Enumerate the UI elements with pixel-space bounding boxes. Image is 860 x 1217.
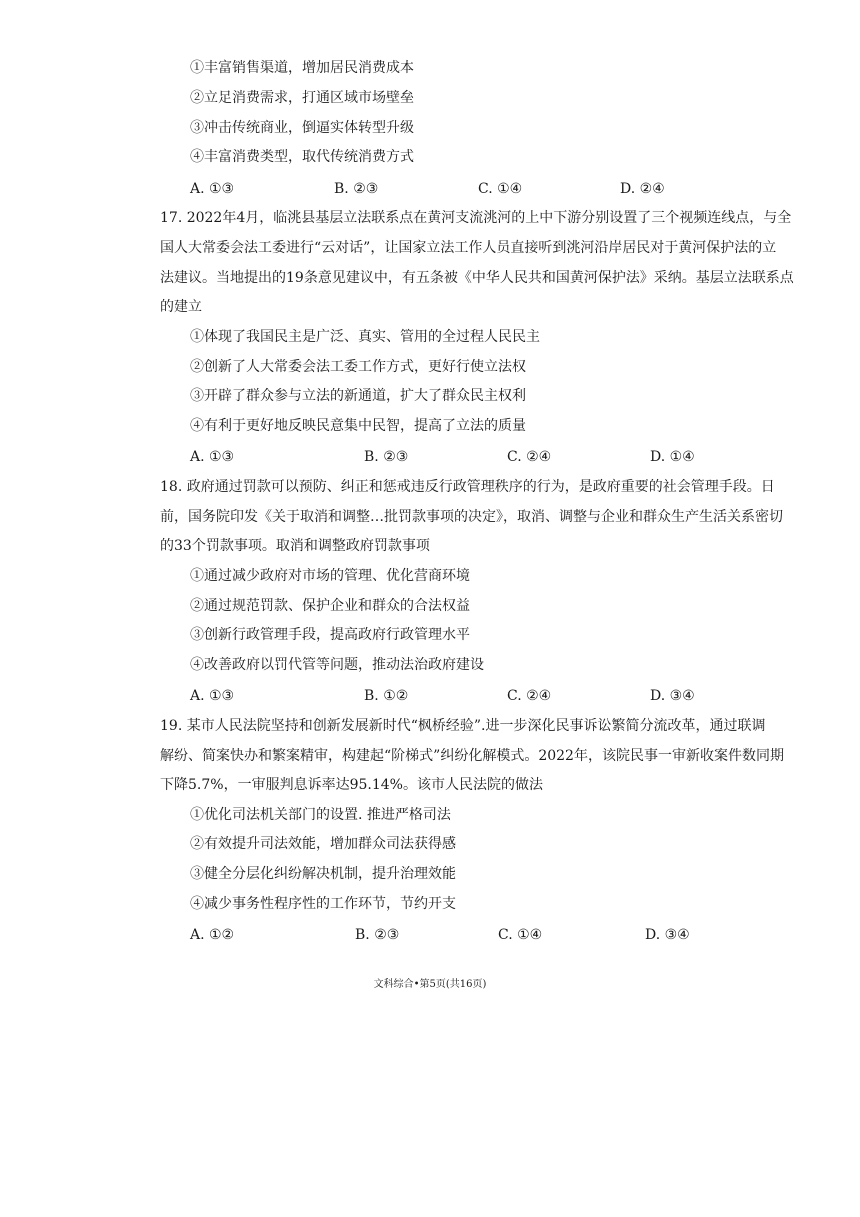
- q16-option-4: ④丰富消费类型，取代传统消费方式: [190, 149, 414, 165]
- page-footer: 文科综合•第5页(共16页): [373, 979, 487, 990]
- q16-choices: [190, 179, 790, 199]
- q17-choice-a: A. ①③: [190, 449, 235, 465]
- q18-stem-line-1: 18. 政府通过罚款可以预防、纠正和惩戒违反行政管理秩序的行为，是政府重要的社会管理手段。日: [160, 479, 775, 495]
- q16-option-3: ③冲击传统商业，倒逼实体转型升级: [190, 120, 414, 136]
- q19-choice-b: B. ②③: [355, 927, 400, 943]
- q18-choice-d: D. ③④: [650, 688, 695, 704]
- q19-option-3: ③健全分层化纠纷解决机制，提升治理效能: [190, 866, 456, 882]
- q18-option-1: ①通过减少政府对市场的管理、优化营商环境: [190, 568, 470, 584]
- q18-choice-a: A. ①③: [190, 688, 235, 704]
- q17-stem-line-1: 17. 2022年4月，临洮县基层立法联系点在黄河支流洮河的上中下游分别设置了三个视频连线点，与全: [160, 210, 792, 226]
- q16-choice-a: A. ①③: [190, 181, 235, 197]
- q17-stem-line-4: 的建立: [160, 299, 202, 315]
- q19-choice-c: C. ①④: [498, 927, 543, 943]
- q19-stem-line-1: 19. 某市人民法院坚持和创新发展新时代“枫桥经验”.进一步深化民事诉讼繁简分流改革，通过联调: [160, 718, 766, 734]
- q18-option-4: ④改善政府以罚代管等问题，推动法治政府建设: [190, 657, 484, 673]
- q17-stem-line-2: 国人大常委会法工委进行“云对话”，让国家立法工作人员直接听到洮河沿岸居民对于黄河保护法的立: [160, 240, 777, 256]
- q18-stem-line-3: 的33个罚款事项。取消和调整政府罚款事项: [160, 538, 430, 554]
- q17-option-2: ②创新了人大常委会法工委工作方式，更好行使立法权: [190, 359, 526, 375]
- q18-choices: [190, 686, 790, 706]
- q19-option-2: ②有效提升司法效能，增加群众司法获得感: [190, 836, 456, 852]
- q16-option-2: ②立足消费需求，打通区域市场壁垒: [190, 90, 414, 106]
- q17-choice-b: B. ②③: [364, 449, 409, 465]
- q19-stem-line-3: 下降5.7%，一审服判息诉率达95.14%。该市人民法院的做法: [160, 777, 543, 793]
- q19-stem-line-2: 解纷、简案快办和繁案精审，构建起“阶梯式”纠纷化解模式。2022年，该院民事一审新收案件数同期: [160, 748, 784, 764]
- q16-choice-c: C. ①④: [478, 181, 523, 197]
- q17-choice-d: D. ①④: [650, 449, 695, 465]
- q19-option-4: ④减少事务性程序性的工作环节，节约开支: [190, 896, 456, 912]
- q18-option-2: ②通过规范罚款、保护企业和群众的合法权益: [190, 598, 470, 614]
- q16-option-1: ①丰富销售渠道，增加居民消费成本: [190, 60, 414, 76]
- q18-stem-line-2: 前，国务院印发《关于取消和调整…批罚款事项的决定》，取消、调整与企业和群众生产生活关系密切: [160, 509, 783, 525]
- q17-option-3: ③开辟了群众参与立法的新通道，扩大了群众民主权利: [190, 388, 526, 404]
- q18-option-3: ③创新行政管理手段，提高政府行政管理水平: [190, 627, 470, 643]
- q18-choice-c: C. ②④: [507, 688, 552, 704]
- q19-option-1: ①优化司法机关部门的设置. 推进严格司法: [190, 807, 451, 823]
- q17-option-1: ①体现了我国民主是广泛、真实、管用的全过程人民民主: [190, 329, 540, 345]
- q16-choice-d: D. ②④: [620, 181, 665, 197]
- q17-choice-c: C. ②④: [507, 449, 552, 465]
- q16-choice-b: B. ②③: [334, 181, 379, 197]
- q18-choice-b: B. ①②: [364, 688, 409, 704]
- q19-choices: [190, 925, 790, 945]
- q17-option-4: ④有利于更好地反映民意集中民智，提高了立法的质量: [190, 418, 526, 434]
- q17-choices: [190, 447, 790, 467]
- q17-stem-line-3: 法建议。当地提出的19条意见建议中，有五条被《中华人民共和国黄河保护法》采纳。基层立法联系点: [160, 270, 794, 286]
- q19-choice-a: A. ①②: [190, 927, 235, 943]
- q19-choice-d: D. ③④: [645, 927, 690, 943]
